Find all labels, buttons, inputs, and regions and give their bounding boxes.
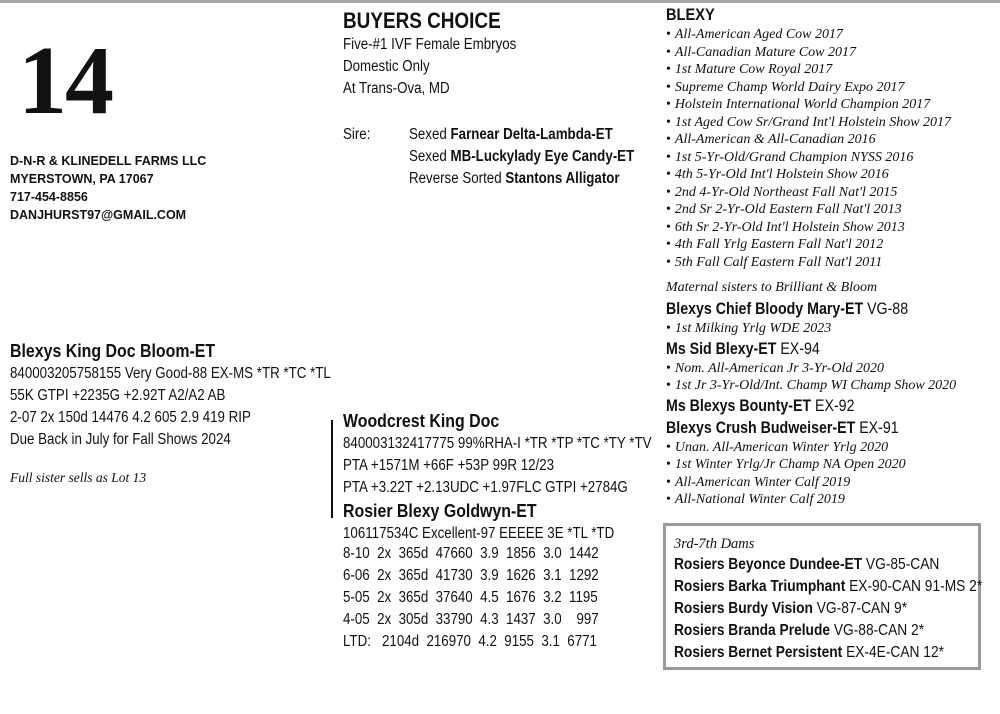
consignor-name: D-N-R & KLINEDELL FARMS LLC: [10, 154, 207, 168]
sister-name: Blexys Chief Bloody Mary-ET VG-88: [666, 300, 909, 318]
dam-record-row: 8-10 2x 365d 47660 3.9 1856 3.0 1442: [343, 545, 599, 562]
dam-record-row: 4-05 2x 305d 33790 4.3 1437 3.0 997: [343, 611, 599, 628]
achievement-item: • Supreme Champ World Dairy Expo 2017: [666, 79, 905, 95]
consignor-email: DANJHURST97@GMAIL.COM: [10, 208, 187, 222]
dam-records: [343, 543, 640, 653]
full-sister-note: Full sister sells as Lot 13: [10, 470, 147, 485]
animal-note-line: Due Back in July for Fall Shows 2024: [10, 431, 231, 448]
achievement-item: • 2nd 4-Yr-Old Northeast Fall Nat'l 2015: [666, 184, 898, 200]
dam-entry: Rosiers Branda Prelude VG-88-CAN 2*: [674, 622, 925, 639]
sire-prefix: Sexed: [409, 148, 451, 165]
sire-name: Stantons Alligator: [505, 170, 620, 187]
achievement-item: • 5th Fall Calf Eastern Fall Nat'l 2011: [666, 254, 883, 270]
achievement-item: • 1st Mature Cow Royal 2017: [666, 62, 833, 77]
dam-entry: Rosiers Beyonce Dundee-ET VG-85-CAN: [674, 556, 940, 573]
offer-line: At Trans-Ova, MD: [343, 80, 450, 97]
sister-name: Ms Sid Blexy-ET EX-94: [666, 339, 820, 358]
animal-block: [10, 339, 383, 451]
sire-name: MB-Luckylady Eye Candy-ET: [450, 148, 635, 165]
offer-line: Domestic Only: [343, 58, 430, 75]
sire-option: [409, 168, 634, 190]
achievement-item: • 1st Jr 3-Yr-Old/Int. Champ WI Champ Show 2020: [666, 378, 957, 393]
offer-block: [343, 8, 545, 100]
achievement-item: • 1st Aged Cow Sr/Grand Int'l Holstein Show 2017: [666, 114, 952, 130]
offer-line: Five-#1 IVF Female Embryos: [343, 36, 517, 53]
offer-title: BUYERS CHOICE: [343, 8, 501, 33]
animal-sire-line: PTA +1571M +66F +53P 99R 12/23: [343, 457, 555, 474]
consignor-block: [10, 152, 206, 224]
sister-name: Blexys Crush Budweiser-ET EX-91: [666, 418, 899, 437]
dams-box-title: 3rd-7th Dams: [674, 536, 755, 552]
pedigree-bracket: [331, 420, 333, 518]
blexy-heading: BLEXY: [666, 5, 715, 24]
maternal-note: Maternal sisters to Brilliant & Bloom: [666, 280, 878, 295]
dam-entry: Rosiers Bernet Persistent EX-4E-CAN 12*: [674, 644, 944, 661]
consignor-city: MYERSTOWN, PA 17067: [10, 172, 154, 186]
animal-sire-name: Woodcrest King Doc: [343, 410, 500, 431]
achievement-item: • All-Canadian Mature Cow 2017: [666, 44, 856, 60]
achievement-item: • 1st 5-Yr-Old/Grand Champion NYSS 2016: [666, 149, 914, 165]
dams-box: [663, 523, 981, 670]
animal-sire-line: 840003132417775 99%RHA-I *TR *TP *TC *TY *TV: [343, 435, 652, 452]
maternal-sisters: [666, 298, 996, 509]
sire-option: [409, 146, 634, 168]
dam-record-row: LTD: 2104d 216970 4.2 9155 3.1 6771: [343, 633, 597, 650]
achievement-item: • 1st Milking Yrlg WDE 2023: [666, 321, 832, 336]
animal-sire-block: [343, 409, 702, 545]
achievement-item: • 4th 5-Yr-Old Int'l Holstein Show 2016: [666, 167, 889, 182]
achievement-item: • Nom. All-American Jr 3-Yr-Old 2020: [666, 360, 884, 376]
animal-sire-line: PTA +3.22T +2.13UDC +1.97FLC GTPI +2784G: [343, 479, 628, 496]
blexy-column: [666, 4, 996, 271]
dam-name: Rosier Blexy Goldwyn-ET: [343, 500, 537, 521]
dam-entry: Rosiers Burdy Vision VG-87-CAN 9*: [674, 600, 907, 617]
sire-label: Sire:: [343, 126, 371, 143]
consignor-phone: 717-454-8856: [10, 190, 88, 204]
animal-name: Blexys King Doc Bloom-ET: [10, 340, 216, 361]
top-rule: [0, 0, 1000, 3]
achievement-item: • Holstein International World Champion 2017: [666, 97, 931, 112]
animal-genomic-line: 55K GTPI +2235G +2.92T A2/A2 AB: [10, 387, 226, 404]
achievement-item: • 2nd Sr 2-Yr-Old Eastern Fall Nat'l 2013: [666, 202, 902, 217]
lot-number: 14: [18, 27, 112, 135]
animal-id-line: 840003205758155 Very Good-88 EX-MS *TR *TC *TL: [10, 365, 331, 382]
animal-record-line: 2-07 2x 150d 14476 4.2 605 2.9 419 RIP: [10, 409, 251, 426]
sire-name: Farnear Delta-Lambda-ET: [450, 126, 613, 143]
achievement-item: • 6th Sr 2-Yr-Old Int'l Holstein Show 2013: [666, 219, 905, 235]
dam-classification: 106117534C Excellent-97 EEEEE 3E *TL *TD: [343, 525, 615, 542]
achievement-item: • All-National Winter Calf 2019: [666, 492, 845, 507]
achievement-item: • 1st Winter Yrlg/Jr Champ NA Open 2020: [666, 457, 906, 472]
achievement-item: • All-American Aged Cow 2017: [666, 27, 844, 42]
achievement-item: • All-American Winter Calf 2019: [666, 474, 851, 490]
dam-record-row: 5-05 2x 365d 37640 4.5 1676 3.2 1195: [343, 589, 598, 606]
sire-prefix: Sexed: [409, 126, 451, 143]
sire-option: [409, 124, 634, 146]
sister-name: Ms Blexys Bounty-ET EX-92: [666, 396, 855, 415]
sire-prefix: Reverse Sorted: [409, 170, 506, 187]
dam-record-row: 6-06 2x 365d 41730 3.9 1626 3.1 1292: [343, 567, 599, 584]
dam-entry: Rosiers Barka Triumphant EX-90-CAN 91-MS 2*: [674, 578, 983, 595]
achievement-item: • Unan. All-American Winter Yrlg 2020: [666, 439, 889, 455]
achievement-item: • 4th Fall Yrlg Eastern Fall Nat'l 2012: [666, 237, 884, 252]
achievement-item: • All-American & All-Canadian 2016: [666, 132, 876, 147]
